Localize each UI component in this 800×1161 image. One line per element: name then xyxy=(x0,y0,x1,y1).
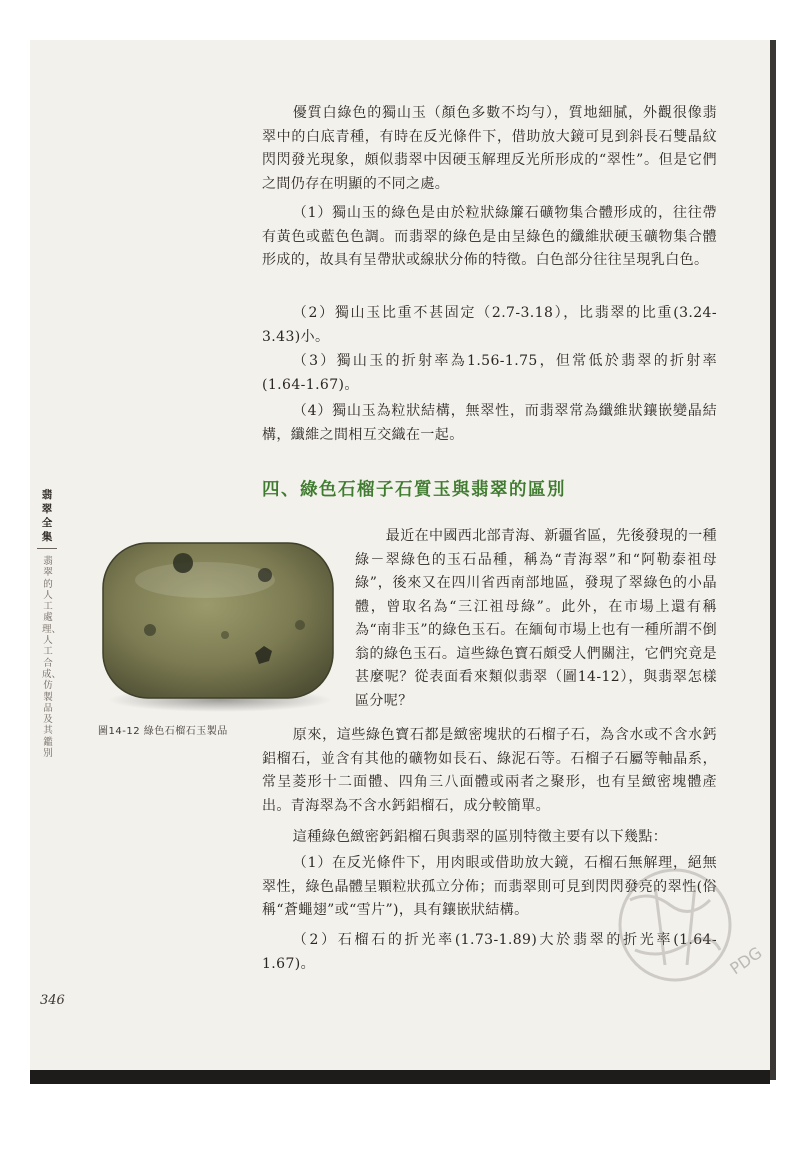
paragraph-dushan-intro: 優質白綠色的獨山玉（顏色多數不均勻），質地細膩，外觀很像翡翠中的白底青種，有時在反光條件下，借助放大鏡可見到斜長石雙晶紋閃閃發光現象，頗似翡翠中因硬玉解理反光所形成的“翠性”。但是它們之間仍存在明顯的不同之處。 xyxy=(262,105,717,192)
chapter-side-subtitle: 翡翠的人工處理、人工合成、仿製品及其鑑別 xyxy=(42,556,62,760)
page-bottom-edge xyxy=(30,1070,770,1084)
book-side-title: 翡翠全集 xyxy=(41,489,53,543)
paragraph-garnet-origin: 原來，這些綠色寶石都是緻密塊狀的石榴子石，為含水或不含水鈣鋁榴石，並含有其他的礦物如長石、綠泥石等。石榴子石屬等軸晶系，常呈菱形十二面體、四角三八面體或兩者之聚形，也有呈緻密塊體產出。青海翠為不含水鈣鋁榴石，成分較簡單。 xyxy=(262,727,717,814)
section-heading: 四、綠色石榴子石質玉與翡翠的區別 xyxy=(262,480,566,500)
paragraph-point-3: （3）獨山玉的折射率為1.56-1.75，但常低於翡翠的折射率(1.64-1.67)。 xyxy=(262,353,717,393)
paragraph-section-intro: 最近在中國西北部青海、新疆省區，先後發現的一種綠－翠綠色的玉石品種，稱為“青海翠”和“阿勒泰祖母綠”，後來又在四川省西南部地區，發現了翠綠色的小晶體，曾取名為“三江祖母綠”。此外，在市場上還有稱為“南非玉”的綠色玉石。在緬甸市場上也有一種所謂不倒翁的綠色玉石。這些綠色寶石頗受人們關注，它們究竟是甚麼呢？從表面看來類似翡翠（圖14-12），與翡翠怎樣區分呢？ xyxy=(355,528,717,709)
paragraph-distinguish-2: （2）石榴石的折光率(1.73-1.89)大於翡翠的折光率(1.64-1.67)。 xyxy=(262,932,717,972)
watermark-stamp xyxy=(585,855,765,995)
jade-figure-image xyxy=(95,535,345,715)
paragraph-distinguish-1: （1）在反光條件下，用肉眼或借助放大鏡，石榴石無解理，絕無翠性，綠色晶體呈顆粒狀孤立分佈；而翡翠則可見到閃閃發亮的翠性(俗稱“蒼蠅翅”或“雪片”)，具有鑲嵌狀結構。 xyxy=(262,855,717,918)
paragraph-point-4: （4）獨山玉為粒狀結構，無翠性，而翡翠常為纖維狀鑲嵌變晶結構，纖維之間相互交織在一起。 xyxy=(262,403,717,443)
watermark-text: PDG xyxy=(726,942,765,979)
figure-caption: 圖14-12 綠色石榴石玉製品 xyxy=(98,726,228,737)
paragraph-point-1: （1）獨山玉的綠色是由於粒狀綠簾石礦物集合體形成的，往往帶有黃色或藍色色調。而翡翠的綠色是由呈綠色的纖維狀硬玉礦物集合體形成的，故具有呈帶狀或線狀分佈的特徵。白色部分往往呈現乳白色。 xyxy=(262,205,717,268)
page-number: 346 xyxy=(40,993,65,1008)
side-divider xyxy=(37,548,57,549)
paragraph-distinguish-lead: 這種綠色緻密鈣鋁榴石與翡翠的區別特徵主要有以下幾點： xyxy=(292,829,668,845)
paragraph-point-2: （2）獨山玉比重不甚固定（2.7-3.18），比翡翠的比重(3.24-3.43)小。 xyxy=(262,305,717,345)
